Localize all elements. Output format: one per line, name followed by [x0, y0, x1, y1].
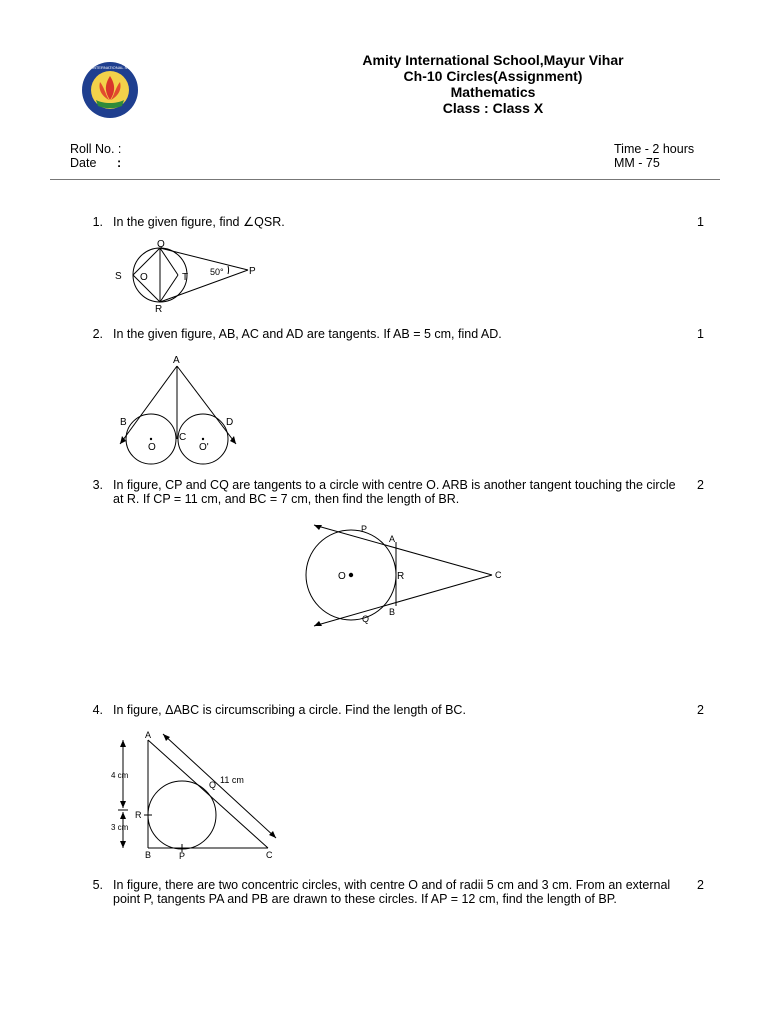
fig4-label-b: B — [145, 850, 152, 860]
max-marks: MM - 75 — [614, 156, 660, 170]
question-4-text: In figure, ΔABC is circumscribing a circle. Find the length of BC. — [113, 703, 466, 717]
class-title: Class : Class X — [442, 100, 544, 116]
fig2-label-c: C — [179, 432, 187, 443]
fig4-label-r: R — [135, 810, 142, 820]
question-4-marks: 2 — [697, 703, 704, 717]
question-3-figure — [300, 518, 510, 633]
question-1-number: 1. — [92, 215, 103, 229]
fig3-label-q: Q — [362, 614, 370, 624]
fig3-label-b: B — [389, 607, 396, 617]
fig1-label-q: Q — [157, 239, 165, 250]
fig2-label-o: O — [148, 442, 156, 453]
fig1-label-t: T — [182, 272, 189, 283]
fig1-label-r: R — [155, 304, 163, 315]
fig3-label-c: C — [495, 570, 502, 580]
fig4-label-4cm: 4 cm — [111, 771, 129, 780]
fig4-label-11cm: 11 cm — [220, 775, 244, 785]
header-divider — [50, 179, 720, 180]
subject-title: Mathematics — [450, 84, 536, 100]
fig2-label-a: A — [173, 355, 180, 366]
question-5-marks: 2 — [697, 878, 704, 892]
fig3-label-a: A — [389, 534, 396, 544]
fig4-label-a: A — [145, 730, 152, 740]
logo-caption: AMITY INTERNATIONAL SCHOOL — [80, 65, 140, 70]
fig2-label-o2: O' — [199, 442, 209, 453]
question-5-text: In figure, there are two concentric circles, with centre O and of radii 5 cm and 3 cm. From an external point P, tangents PA and PB are drawn to these circles. If AP = 12 cm, find the length of BP. — [113, 878, 671, 906]
question-5-number: 5. — [92, 878, 103, 892]
question-2-number: 2. — [92, 327, 103, 341]
school-name: Amity International School,Mayur Vihar — [362, 52, 624, 68]
fig1-label-s: S — [115, 271, 122, 282]
date-label: Date — [70, 156, 97, 170]
fig1-label-o: O — [140, 272, 148, 283]
fig1-label-angle: 50° — [210, 267, 224, 277]
question-2-text: In the given figure, AB, AC and AD are tangents. If AB = 5 cm, find AD. — [113, 327, 502, 341]
fig3-label-p: P — [361, 524, 368, 534]
fig2-label-d: D — [226, 417, 234, 428]
question-3-text: In figure, CP and CQ are tangents to a circle with centre O. ARB is another tangent touching the circle at R. If CP = 11 cm, and BC = 7 cm, then find the length of BR. — [113, 478, 676, 506]
fig4-label-p: P — [179, 851, 186, 861]
fig1-label-p: P — [249, 266, 256, 277]
fig4-label-3cm: 3 cm — [111, 823, 129, 832]
fig2-label-b: B — [120, 417, 127, 428]
question-1-text: In the given figure, find ∠QSR. — [113, 215, 285, 229]
fig4-label-c: C — [266, 850, 273, 860]
question-3-marks: 2 — [697, 478, 704, 492]
fig3-label-r: R — [397, 571, 405, 582]
date-colon: : — [117, 156, 122, 170]
question-1-marks: 1 — [697, 215, 704, 229]
question-2-marks: 1 — [697, 327, 704, 341]
chapter-title: Ch-10 Circles(Assignment) — [403, 68, 583, 84]
roll-label: Roll No. : — [70, 142, 122, 156]
fig4-label-q: Q — [209, 780, 217, 790]
question-4-figure — [108, 728, 288, 863]
time-allowed: Time - 2 hours — [614, 142, 695, 156]
fig3-label-o: O — [338, 571, 346, 582]
question-4-number: 4. — [92, 703, 103, 717]
school-logo — [80, 60, 140, 120]
question-2-figure — [110, 354, 250, 466]
question-1-figure — [110, 238, 270, 316]
question-3-number: 3. — [92, 478, 103, 492]
